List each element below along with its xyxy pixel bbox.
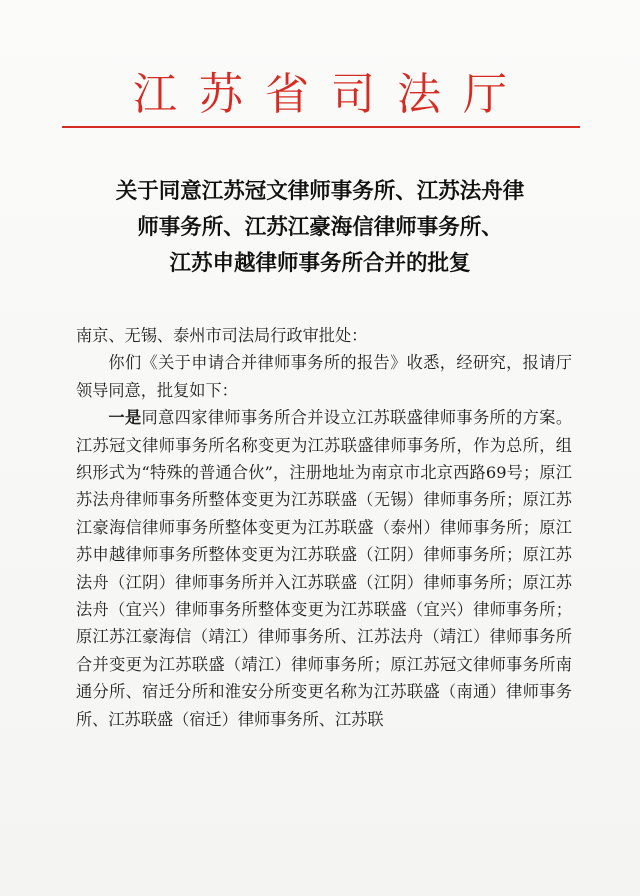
body-paragraph-1: 你们《关于申请合并律师事务所的报告》收悉，经研究，报请厅领导同意，批复如下： bbox=[76, 353, 572, 400]
addressee-line: 南京、无锡、泰州市司法局行政审批处： bbox=[76, 326, 368, 345]
letterhead-red-rule bbox=[62, 126, 580, 128]
title-line-1: 关于同意江苏冠文律师事务所、江苏法舟律 bbox=[115, 179, 525, 204]
item-1-text: 同意四家律师事务所合并设立江苏联盛律师事务所的方案。江苏冠文律师事务所名称变更为江苏联盛律师事务所，作为总所，组织形式为“特殊的普通合伙”，注册地址为南京市北京西路69号；原江苏法舟律师事务所整体变更为江苏联盛（无锡）律师事务所；原江苏江豪海信律师事务所整体变更为江苏联盛（泰州）律师事务所；原江苏申越律师事务所整体变更为江苏联盛（江阴）律师事务所；原江苏法舟（江阴）律师事务所并入江苏联盛（江阴）律师事务所；原江苏法舟（宜兴）律师事务所整体变更为江苏联盛（宜兴）律师事务所；原江苏江豪海信（靖江）律师事务所、江苏法舟（靖江）律师事务所合并变更为江苏联盛（靖江）律师事务所；原江苏冠文律师事务所南通分所、宿迁分所和淮安分所变更名称为江苏联盛（南通）律师事务所、江苏联盛（宿迁）律师事务所、江苏联 bbox=[76, 408, 573, 729]
letterhead-org-name: 江苏省司法厅 bbox=[133, 69, 529, 120]
body-paragraph-item-1 bbox=[76, 404, 572, 733]
item-1-lead: 一是 bbox=[108, 408, 142, 428]
document-title bbox=[70, 174, 570, 282]
document-body bbox=[76, 322, 572, 733]
title-line-3: 江苏申越律师事务所合并的批复 bbox=[169, 251, 471, 276]
title-line-2: 师事务所、江苏江豪海信律师事务所、 bbox=[137, 215, 503, 240]
